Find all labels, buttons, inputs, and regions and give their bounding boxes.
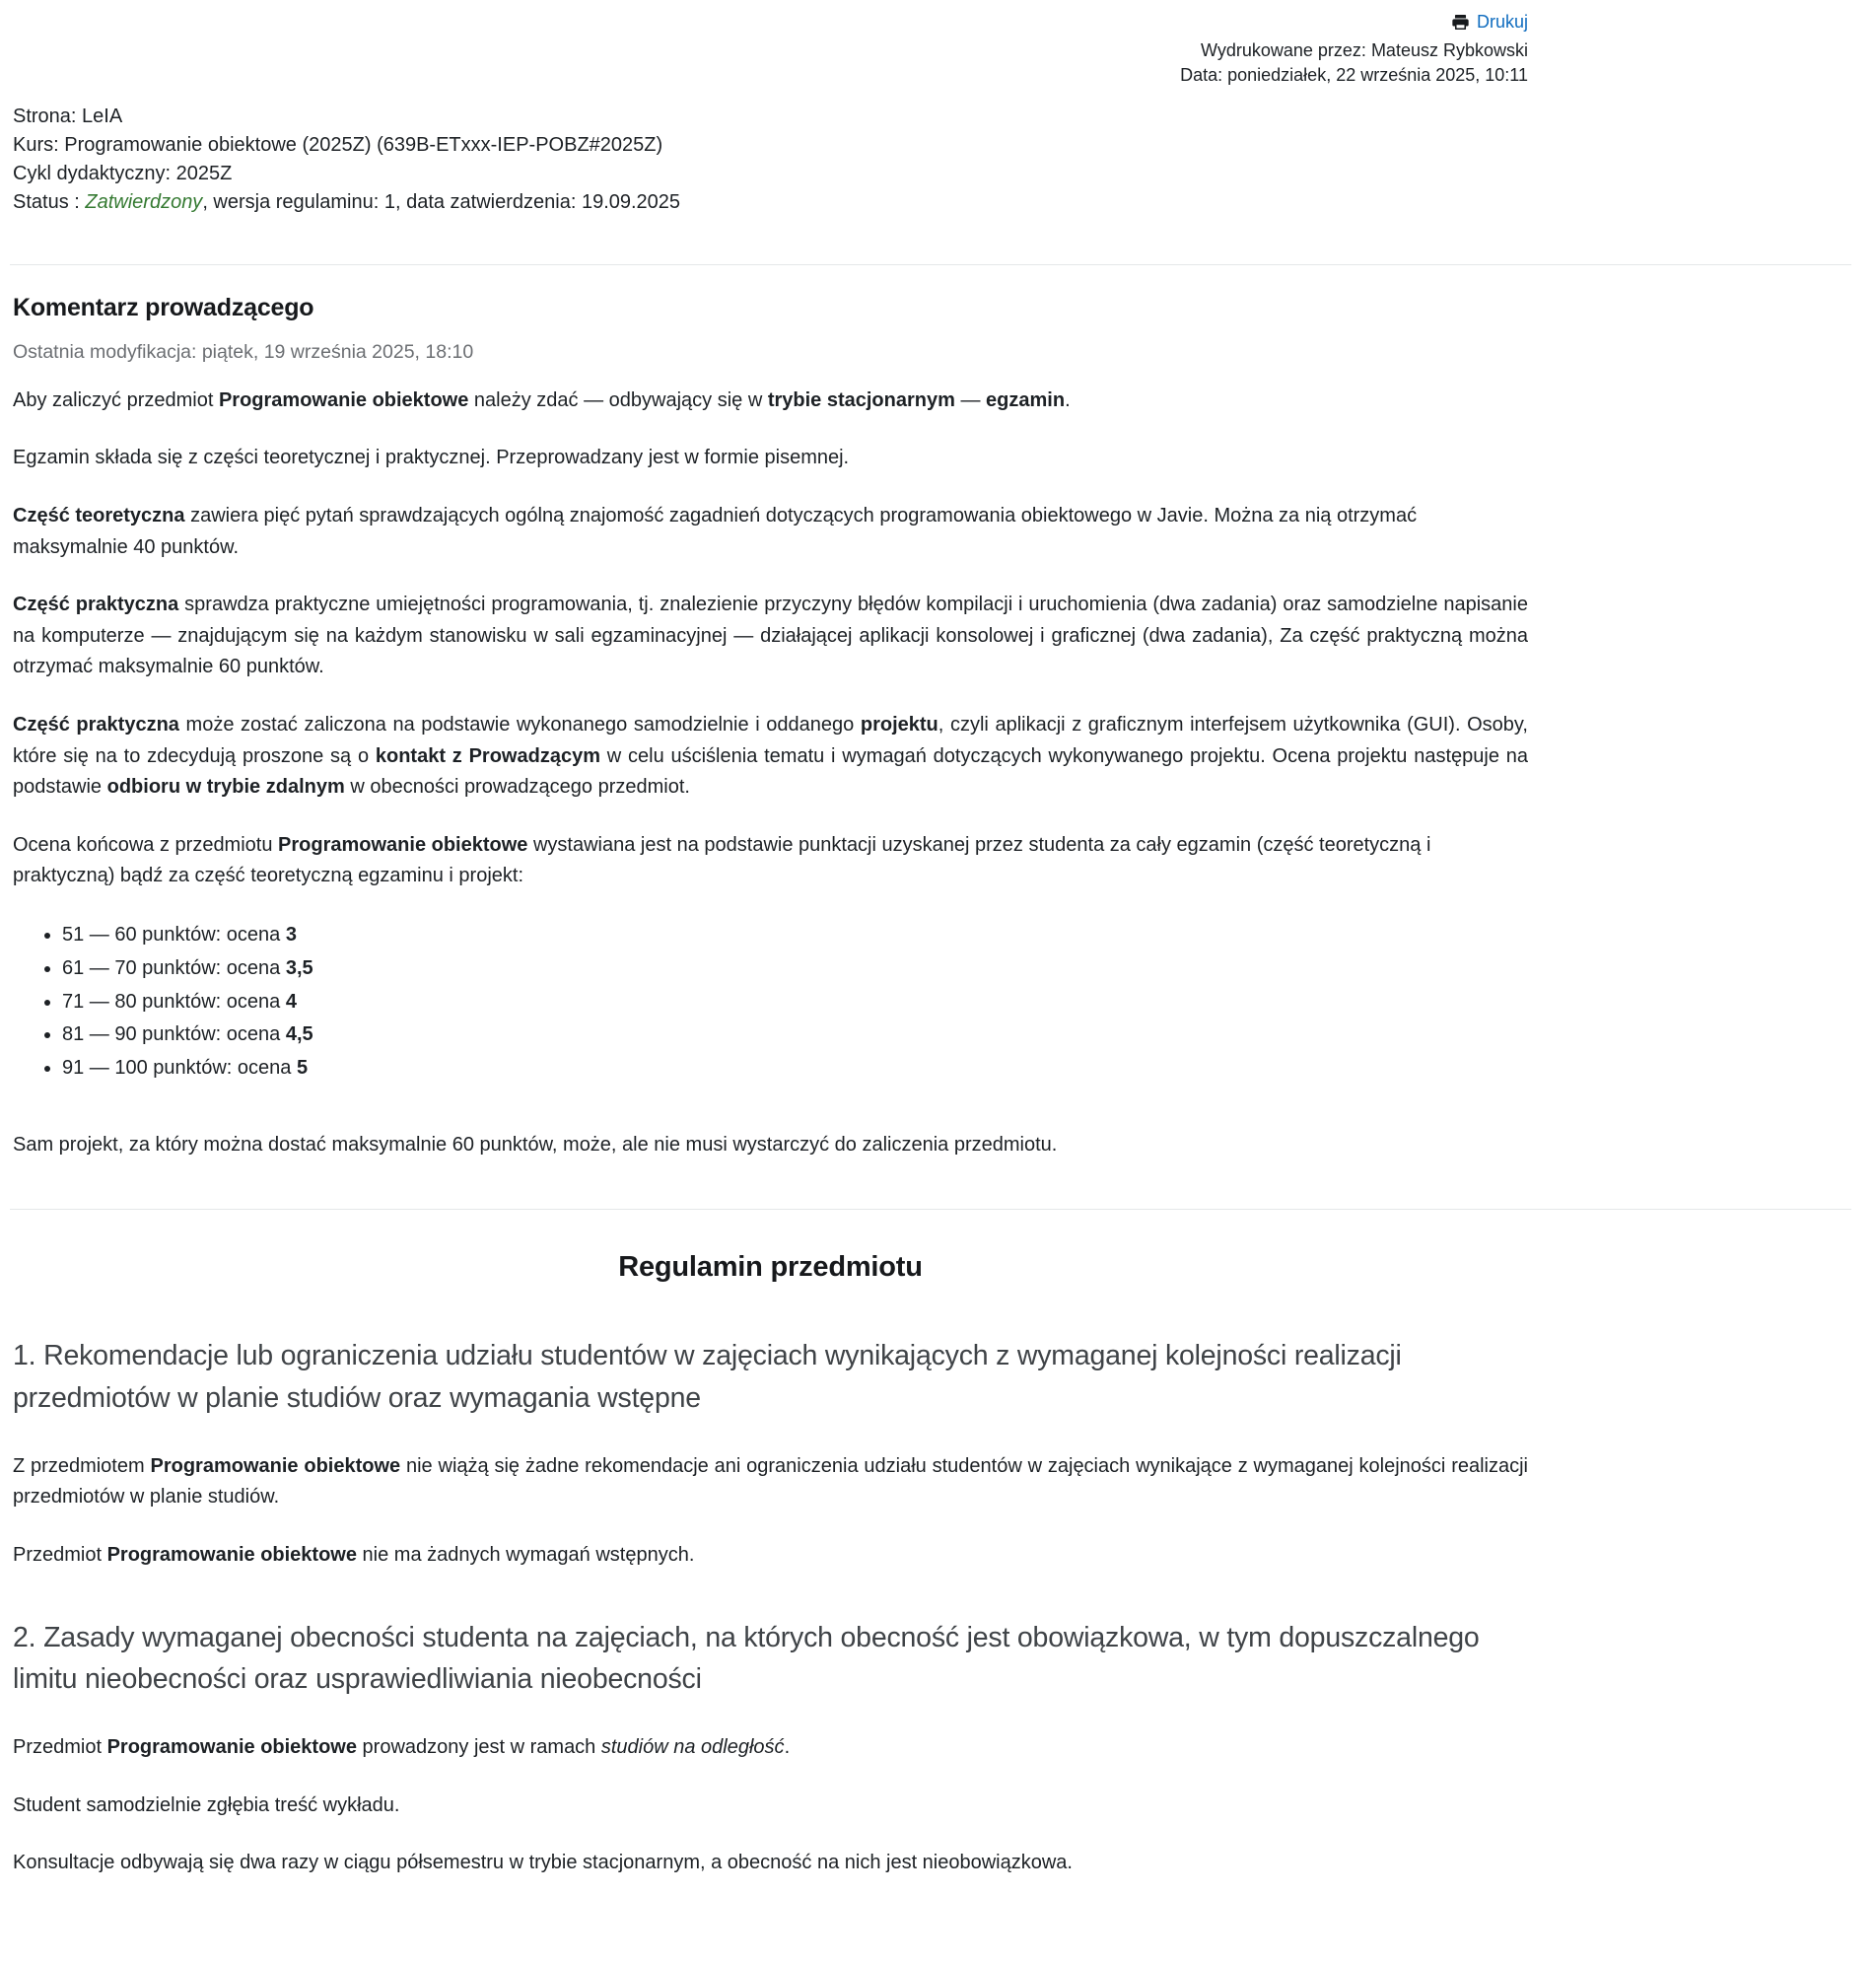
comment-closing-paragraph: Sam projekt, za który można dostać maksymalnie 60 punktów, może, ale nie musi wystarczyć do zaliczenia przedmiotu. <box>13 1133 1058 1156</box>
status-label: Status : <box>13 190 86 213</box>
meta-course: Kurs: Programowanie obiektowe (2025Z) (639B-ETxxx-IEP-POBZ#2025Z) <box>13 134 663 157</box>
comment-paragraph: Część praktyczna może zostać zaliczona na podstawie wykonanego samodzielnie i oddanego projektu, czyli aplikacji z graficznym interfejsem użytkownika (GUI). Osoby, które się na to zdecydują proszone są o kontakt z Prowadzącym w celu uściślenia tematu i wymagań dotyczących wykonywanego projektu. Ocena projektu następuje na podstawie odbioru w trybie zdalnym w obecności prowadzącego przedmiot. <box>13 714 1528 799</box>
regulation-paragraph: Z przedmiotem Programowanie obiektowe nie wiążą się żadne rekomendacje ani ograniczenia udziału studentów w zajęciach wynikające z wymaganej kolejności realizacji przedmiotów w planie studiów. <box>13 1454 1529 1509</box>
regulations-section <box>13 1245 1528 1879</box>
regulation-paragraph: Konsultacje odbywają się dwa razy w ciągu półsemestru w trybie stacjonarnym, a obecność na nich jest nieobowiązkowa. <box>13 1852 1073 1874</box>
last-modified: Ostatnia modyfikacja: piątek, 19 września 2025, 18:10 <box>13 341 474 364</box>
comment-paragraph: Część praktyczna sprawdza praktyczne umiejętności programowania, tj. znalezienie przyczyny błędów kompilacji i uruchomienia (dwa zadania) oraz samodzielne napisanie na komputerze — znajdującym się na każdym stanowisku w sali egzaminacyjnej — działającej aplikacji konsolowej i graficznej (dwa zadania), Za część praktyczną można otrzymać maksymalnie 60 punktów. <box>13 594 1528 678</box>
section-divider <box>10 264 1851 265</box>
grade-item: • 81 — 90 punktów: ocena 4,5 <box>62 1018 1528 1051</box>
comment-heading: Komentarz prowadzącego <box>13 293 314 321</box>
comment-paragraph: Egzamin składa się z części teoretycznej i praktycznej. Przeprowadzany jest w formie pisemnej. <box>13 447 850 469</box>
print-header <box>13 6 1528 87</box>
grade-item: • 51 — 60 punktów: ocena 3 <box>62 919 1528 951</box>
meta-page: Strona: LeIA <box>13 105 123 128</box>
regulation-paragraph: Przedmiot Programowanie obiektowe prowadzony jest w ramach studiów na odległość. <box>13 1736 791 1759</box>
status-badge: Zatwierdzony <box>85 190 203 213</box>
print-button[interactable] <box>1451 10 1528 35</box>
regulation-paragraph: Student samodzielnie zgłębia treść wykładu. <box>13 1793 400 1816</box>
meta-status <box>13 188 1528 217</box>
status-details: , wersja regulaminu: 1, data zatwierdzenia: 19.09.2025 <box>202 190 681 213</box>
meta-cycle: Cykl dydaktyczny: 2025Z <box>13 162 233 184</box>
regulation-heading-1: 1. Rekomendacje lub ograniczenia udziału studentów w zajęciach wynikających z wymaganej kolejności realizacji przedmiotów w planie studiów oraz wymagania wstępne <box>13 1340 1402 1415</box>
regulation-heading-2: 2. Zasady wymaganej obecności studenta na zajęciach, na których obecność jest obowiązkowa, w tym dopuszczalnego limitu nieobecności oraz usprawiedliwiania nieobecności <box>13 1621 1480 1696</box>
grade-item: • 61 — 70 punktów: ocena 3,5 <box>62 952 1528 985</box>
print-button-label: Drukuj <box>1476 12 1528 32</box>
printer-icon <box>1451 13 1470 32</box>
grade-item: • 91 — 100 punktów: ocena 5 <box>62 1052 1528 1085</box>
regulations-title: Regulamin przedmiotu <box>618 1250 923 1283</box>
comment-paragraph: Ocena końcowa z przedmiotu Programowanie obiektowe wystawiana jest na podstawie punktacji uzyskanej przez studenta za cały egzamin (część teoretyczną i praktyczną) bądź za część teoretyczną egzaminu i projekt: <box>13 833 1431 887</box>
regulation-paragraph: Przedmiot Programowanie obiektowe nie ma żadnych wymagań wstępnych. <box>13 1544 695 1567</box>
grade-item: • 71 — 80 punktów: ocena 4 <box>62 986 1528 1018</box>
grade-scale-list <box>13 919 1528 1085</box>
section-divider <box>10 1209 1851 1210</box>
print-date: Data: poniedziałek, 22 września 2025, 10:11 <box>1180 64 1528 85</box>
lecturer-comment-section <box>13 289 1528 1161</box>
course-meta <box>13 103 1528 216</box>
comment-paragraph: Część teoretyczna zawiera pięć pytań sprawdzających ogólną znajomość zagadnień dotyczących programowania obiektowego w Javie. Można za nią otrzymać maksymalnie 40 punktów. <box>13 505 1418 558</box>
printed-by: Wydrukowane przez: Mateusz Rybkowski <box>1201 39 1528 60</box>
comment-paragraph: Aby zaliczyć przedmiot Programowanie obiektowe należy zdać — odbywający się w trybie stacjonarnym — egzamin. <box>13 388 1071 411</box>
